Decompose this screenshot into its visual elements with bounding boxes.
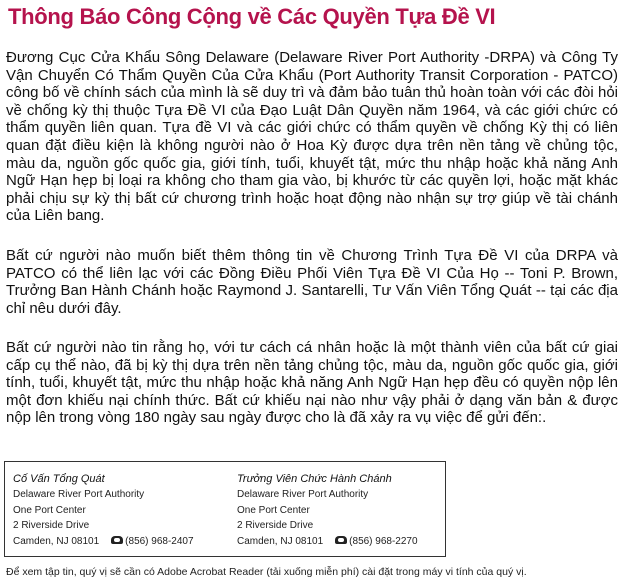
- contacts-box: [4, 461, 446, 557]
- page-title: Thông Báo Công Cộng về Các Quyền Tựa Đề VI: [8, 4, 496, 29]
- contact-organization: Delaware River Port Authority: [13, 489, 145, 501]
- phone-icon: [111, 536, 123, 544]
- contact-phone: (856) 968-2270: [349, 535, 418, 547]
- contact-city: Camden, NJ 08101: [237, 535, 324, 547]
- phone-icon: [335, 536, 347, 544]
- general-counsel-contact: [13, 472, 194, 549]
- contact-organization: Delaware River Port Authority: [237, 489, 369, 501]
- complaint-paragraph: Bất cứ người nào tin rằng họ, với tư cách cá nhân hoặc là một thành viên của bất cứ giai cấp cụ thể nào, đã bị kỳ thị dựa trên nền tảng chủng tộc, màu da, nguồn gốc quốc gia, giới tính, tuổi, khuyết tật, mức thu nhập hoặc khả năng Anh Ngữ Hạn hẹp đều có quyền nộp lên một đơn khiếu nại chính thức. Bất cứ khiếu nại nào như vậy phải ở dạng văn bản & được nộp lên trong vòng 180 ngày sau ngày được cho là đã xảy ra vụ việc để gửi đến:.: [6, 339, 618, 427]
- policy-paragraph: Đương Cục Cửa Khẩu Sông Delaware (Delaware River Port Authority -DRPA) và Công Ty Vận Chuyển Có Thẩm Quyền Của Cửa Khẩu (Port Authority Transit Corporation - PATCO) công bố về chính sách của mình là sẽ duy trì và đảm bảo tuân thủ hoàn toàn với các đòi hỏi về chống kỳ thị thuộc Tựa Đề VI của Đạo Luật Dân Quyền năm 1964, và các giới chức có thẩm quyền liên quan. Tựa đề VI và các giới chức có thẩm quyền về chống Kỳ thị có liên quan đặt điều kiện là không người nào ở Hoa Kỳ được dựa trên nền tảng về chủng tộc, màu da, nguồn gốc quốc gia, giới tính, tuổi, khuyết tật, mức thu nhập hoặc khả năng Anh Ngữ Hạn hẹp bị loại ra không cho tham gia vào, bị khước từ các quyền lợi, hoặc mặt khác phải chịu sự kỳ thị bất cứ chương trình hoặc hoạt động nào nhận sự trợ giúp về tài chánh của Liên bang.: [6, 49, 618, 225]
- contact-city: Camden, NJ 08101: [13, 535, 100, 547]
- contact-phone: (856) 968-2407: [125, 535, 194, 547]
- acrobat-reader-note: Để xem tập tin, quý vị sẽ cần có Adobe Acrobat Reader (tải xuống miễn phí) cài đặt trong máy vi tính của quý vị.: [6, 566, 527, 578]
- contact-info-paragraph: Bất cứ người nào muốn biết thêm thông tin về Chương Trình Tựa Đề VI của DRPA và PATCO có thể liên lạc với các Đồng Điều Phối Viên Tựa Đề VI Của Họ -- Toni P. Brown, Trưởng Ban Hành Chánh hoặc Raymond J. Santarelli, Tư Vấn Viên Tổng Quát -- tại các địa chỉ nêu dưới đây.: [6, 247, 618, 317]
- contact-address-line-2: 2 Riverside Drive: [237, 520, 314, 532]
- chief-administrative-officer-contact: [237, 472, 418, 549]
- contact-address-line-2: 2 Riverside Drive: [13, 520, 90, 532]
- contact-heading: Cố Vấn Tổng Quát: [13, 473, 105, 485]
- contact-address-line-1: One Port Center: [237, 504, 310, 516]
- contact-heading: Trưởng Viên Chức Hành Chánh: [237, 473, 392, 485]
- contact-address-line-1: One Port Center: [13, 504, 86, 516]
